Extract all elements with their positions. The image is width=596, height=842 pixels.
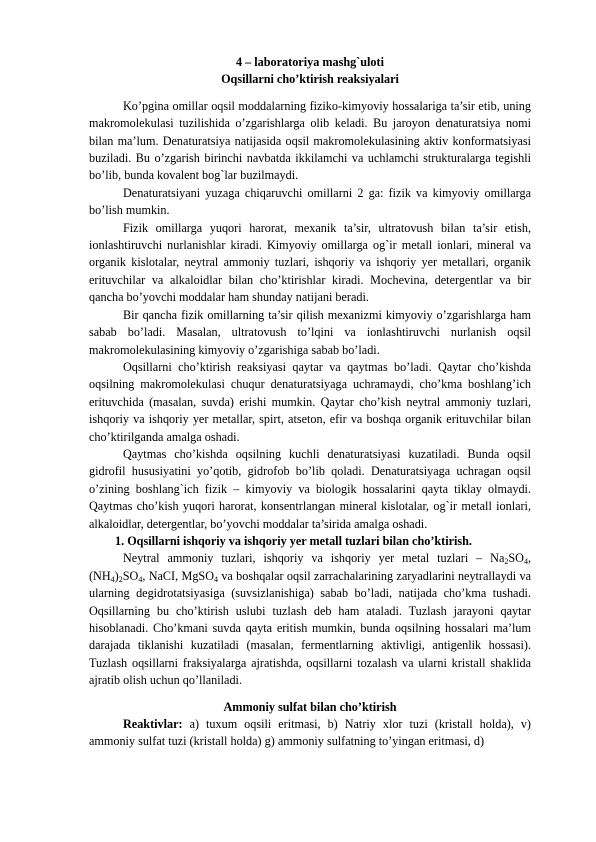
paragraph-reversible: Oqsillarni cho’ktirish reaksiyasi qaytar va qaytmas bo’ladi. Qaytar cho’kishda oqsilning makromolekulasi chuqur denaturatsiyaga uchramaydi, cho’kma boshlang’ich erituvchida (masalan, suvda) erishi mumkin. Qaytar cho’kish neytral ammoniy tuzlari, ishqoriy va ishqoriy yer metallar, spirt, atseton, efir va boshqa organik erituvchilar bilan cho’ktirilganda amalga oshadi.: [89, 359, 531, 444]
paragraph-factors: Denaturatsiyani yuzaga chiqaruvchi omillarni 2 ga: fizik va kimyoviy omillarga bo’lish mumkin.: [89, 185, 531, 218]
lab-subtitle: Oqsillarni cho’ktirish reaksiyalari: [221, 72, 399, 87]
reagents-text: a) tuxum oqsili eritmasi, b) Natriy xlor tuzi (kristall holda), v) ammoniy sulfat tuzi (kristall holda) g) ammoniy sulfatning to’yingan eritmasi, d): [89, 717, 531, 749]
paragraph-physical-chemical: Fizik omillarga yuqori harorat, mexanik ta’sir, ultratovush bilan ta’sir etish, ionlashtiruvchi nurlanishlar kiradi. Kimyoviy omillarga og`ir metall ionlari, mineral va organik kislotalar, neytral ammoniy tuzlari, ishqoriy va ishqoriy yer metallari, organik erituvchilar va alkaloidlar bilan cho’ktirishlar kiradi. Mochevina, detergentlar va bir qancha bo’yovchi moddalar ham shunday natijani beradi.: [89, 220, 531, 305]
section-heading-salts: 1. Oqsillarni ishqoriy va ishqoriy yer metall tuzlari bilan cho’ktirish.: [115, 533, 472, 548]
paragraph-reagents: [89, 716, 531, 751]
paragraph-intro: Ko’pgina omillar oqsil moddalarning fiziko-kimyoviy hossalariga ta’sir etib, uning makromolekulasi tuzilishida o’zgarishlarga olib keladi. Bu jaroyon denaturatsiya nomi bilan ma’lum. Denaturatsiya natijasida oqsil makromolekulasining aktiv konformatsiyasi buziladi. Bu o’zgarish birinchi navbatda ikkilamchi va uchlamchi strukturalarga tegishli bo’lib, bunda kovalent bog`lar buzilmaydi.: [89, 98, 531, 183]
reagents-label: Reaktivlar:: [123, 717, 183, 732]
paragraph-mechanism: Bir qancha fizik omillarning ta’sir qilish mexanizmi kimyoviy o’zgarishlarga ham sabab bo’ladi. Masalan, ultratovush to’lqini va ionlashtiruvchi nurlanish oqsil makromolekulasining kimyoviy o’zgarishiga sabab bo’ladi.: [89, 307, 531, 357]
paragraph-salting: Neytral ammoniy tuzlari, ishqoriy va ishqoriy yer metal tuzlari – $Na_2SO_4$, $(NH_4)_2SO_4$, NaCI, MgSO$_4$ va boshqalar oqsil zarrachalarining zaryadlarini neytrallaydi va ularning degidrotatsiyasiga (suvsizlanishiga) sabab bo’ladi, natijada cho’kma tushadi. Oqsillarning bu cho’ktirish uslubi tuzlash deb ham ataladi. Tuzlash jarayoni qaytar hisoblanadi. Cho’kmani suvda qayta eritish mumkin, bunda oqsilning hossalari ma’lum darajada tiklanishi kuzatiladi (masalan, fermentlarning aktivligi, antigenlik hossasi). Tuzlash oqsillarni fraksiyalarga ajratishda, oqsillarni tozalash va ularni kristall shaklida ajratib olish uchun qo’llaniladi.: [89, 551, 531, 688]
document-page: [89, 54, 531, 751]
paragraph-irreversible: Qaytmas cho’kishda oqsilning kuchli denaturatsiyasi kuzatiladi. Bunda oqsil gidrofil hususiyatini yo’qotib, gidrofob bo’lib qoladi. Denaturatsiyaga uchragan oqsil o’zining boshlang`ich fizik – kimyoviy va biologik hossalarini qayta tiklay olmaydi. Qaytmas cho’kish yuqori harorat, konsentrlangan mineral kislotalar, og`ir metall ionlari, alkaloidlar, detergentlar, bo’yovchi moddalar ta’sirida amalga oshadi.: [89, 446, 531, 531]
lab-title: 4 – laboratoriya mashg`uloti: [236, 55, 384, 69]
section-heading-ammonium-sulfate: Ammoniy sulfat bilan cho’ktirish: [223, 699, 397, 714]
